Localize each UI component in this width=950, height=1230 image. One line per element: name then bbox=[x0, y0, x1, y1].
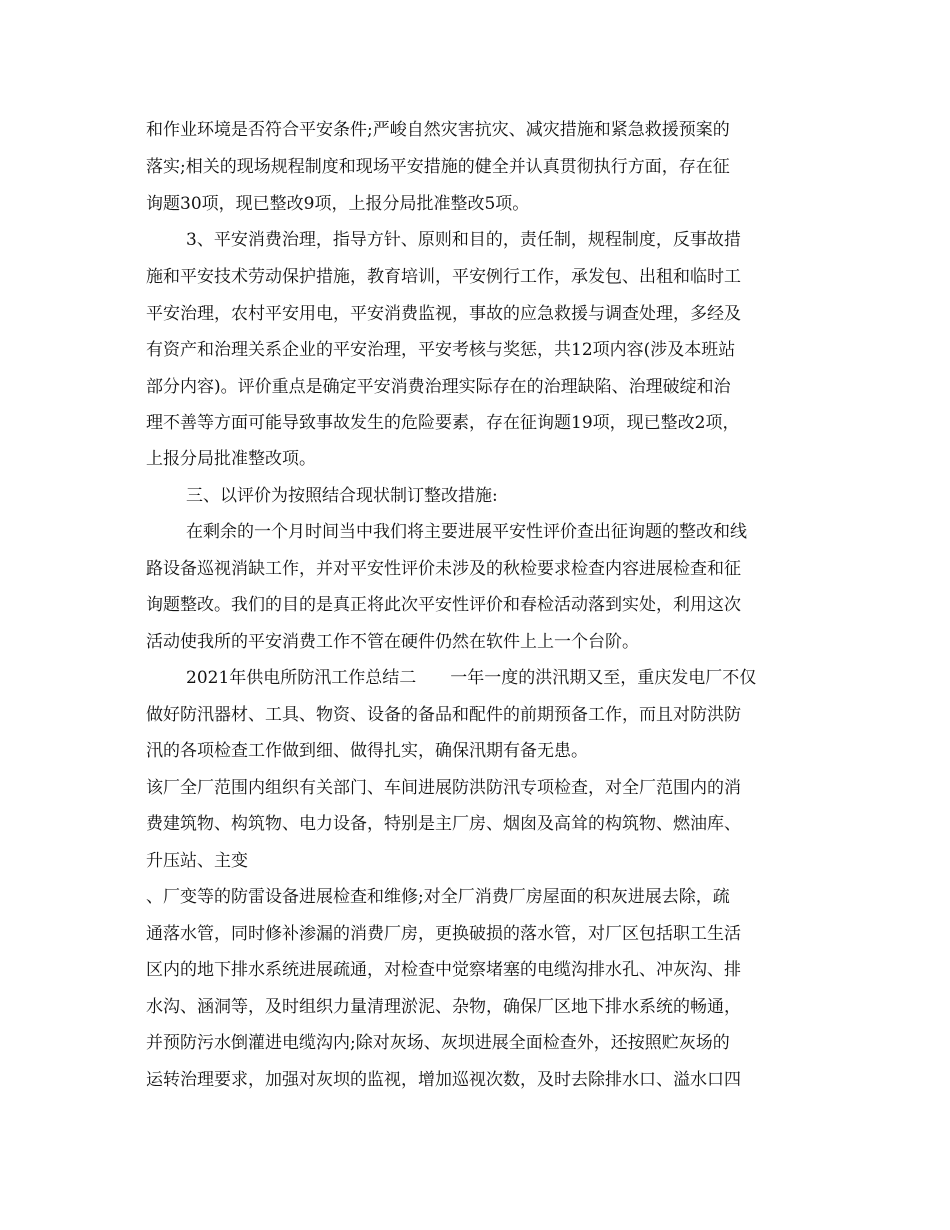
text-line: 汛的各项检查工作做到细、做得扎实，确保汛期有备无患。 bbox=[146, 741, 588, 761]
text-line: 区内的地下排水系统进展疏通，对检查中觉察堵塞的电缆沟排水孔、冲灰沟、排 bbox=[146, 960, 741, 980]
text-line: 该厂全厂范围内组织有关部门、车间进展防洪防汛专项检查，对全厂范围内的消 bbox=[146, 778, 741, 798]
text-line: 2021年供电所防汛工作总结二 一年一度的洪汛期又至，重庆发电厂不仅 bbox=[186, 668, 757, 688]
text-line: 在剩余的一个月时间当中我们将主要进展平安性评价查出征询题的整改和线 bbox=[186, 522, 747, 542]
text-line: 理不善等方面可能导致事故发生的危险要素，存在征询题19项，现已整改2项， bbox=[146, 413, 740, 433]
text-line: 落实;相关的现场规程制度和现场平安措施的健全并认真贯彻执行方面，存在征 bbox=[146, 157, 730, 177]
text-line: 水沟、涵洞等，及时组织力量清理淤泥、杂物，确保厂区地下排水系统的畅通， bbox=[146, 997, 741, 1017]
text-line: 3、平安消费治理，指导方针、原则和目的，责任制，规程制度，反事故措 bbox=[186, 230, 741, 250]
text-line: 路设备巡视消缺工作，并对平安性评价未涉及的秋检要求检查内容进展检查和征 bbox=[146, 559, 741, 579]
text-line: 并预防污水倒灌进电缆沟内;除对灰场、灰坝进展全面检查外，还按照贮灰场的 bbox=[146, 1033, 730, 1053]
text-line: 上报分局批准整改项。 bbox=[146, 449, 316, 469]
text-line: 运转治理要求，加强对灰坝的监视，增加巡视次数，及时去除排水口、溢水口四 bbox=[146, 1070, 741, 1090]
text-line: 施和平安技术劳动保护措施，教育培训，平安例行工作，承发包、出租和临时工 bbox=[146, 267, 741, 287]
text-line: 费建筑物、构筑物、电力设备，特别是主厂房、烟囱及高耸的构筑物、燃油库、 bbox=[146, 814, 741, 834]
section-heading: 三、以评价为按照结合现状制订整改措施: bbox=[186, 486, 498, 506]
text-line: 询题整改。我们的目的是真正将此次平安性评价和春检活动落到实处，利用这次 bbox=[146, 595, 741, 615]
text-line: 通落水管，同时修补渗漏的消费厂房，更换破损的落水管，对厂区包括职工生活 bbox=[146, 924, 741, 944]
text-line: 升压站、主变 bbox=[146, 851, 248, 871]
text-line: 做好防汛器材、工具、物资、设备的备品和配件的前期预备工作，而且对防洪防 bbox=[146, 705, 741, 725]
text-line: 部分内容)。评价重点是确定平安消费治理实际存在的治理缺陷、治理破绽和治 bbox=[146, 377, 731, 397]
text-line: 有资产和治理关系企业的平安治理，平安考核与奖惩，共12项内容(涉及本班站 bbox=[146, 340, 736, 360]
text-line: 和作业环境是否符合平安条件;严峻自然灾害抗灾、减灾措施和紧急救援预案的 bbox=[146, 120, 730, 140]
text-line: 活动使我所的平安消费工作不管在硬件仍然在软件上上一个台阶。 bbox=[146, 632, 639, 652]
text-line: 平安治理，农村平安用电，平安消费监视，事故的应急救援与调查处理，多经及 bbox=[146, 304, 741, 324]
text-line: 询题30项，现已整改9项，上报分局批准整改5项。 bbox=[146, 194, 530, 214]
text-line: 、厂变等的防雷设备进展检查和维修;对全厂消费厂房屋面的积灰进展去除，疏 bbox=[146, 887, 730, 907]
